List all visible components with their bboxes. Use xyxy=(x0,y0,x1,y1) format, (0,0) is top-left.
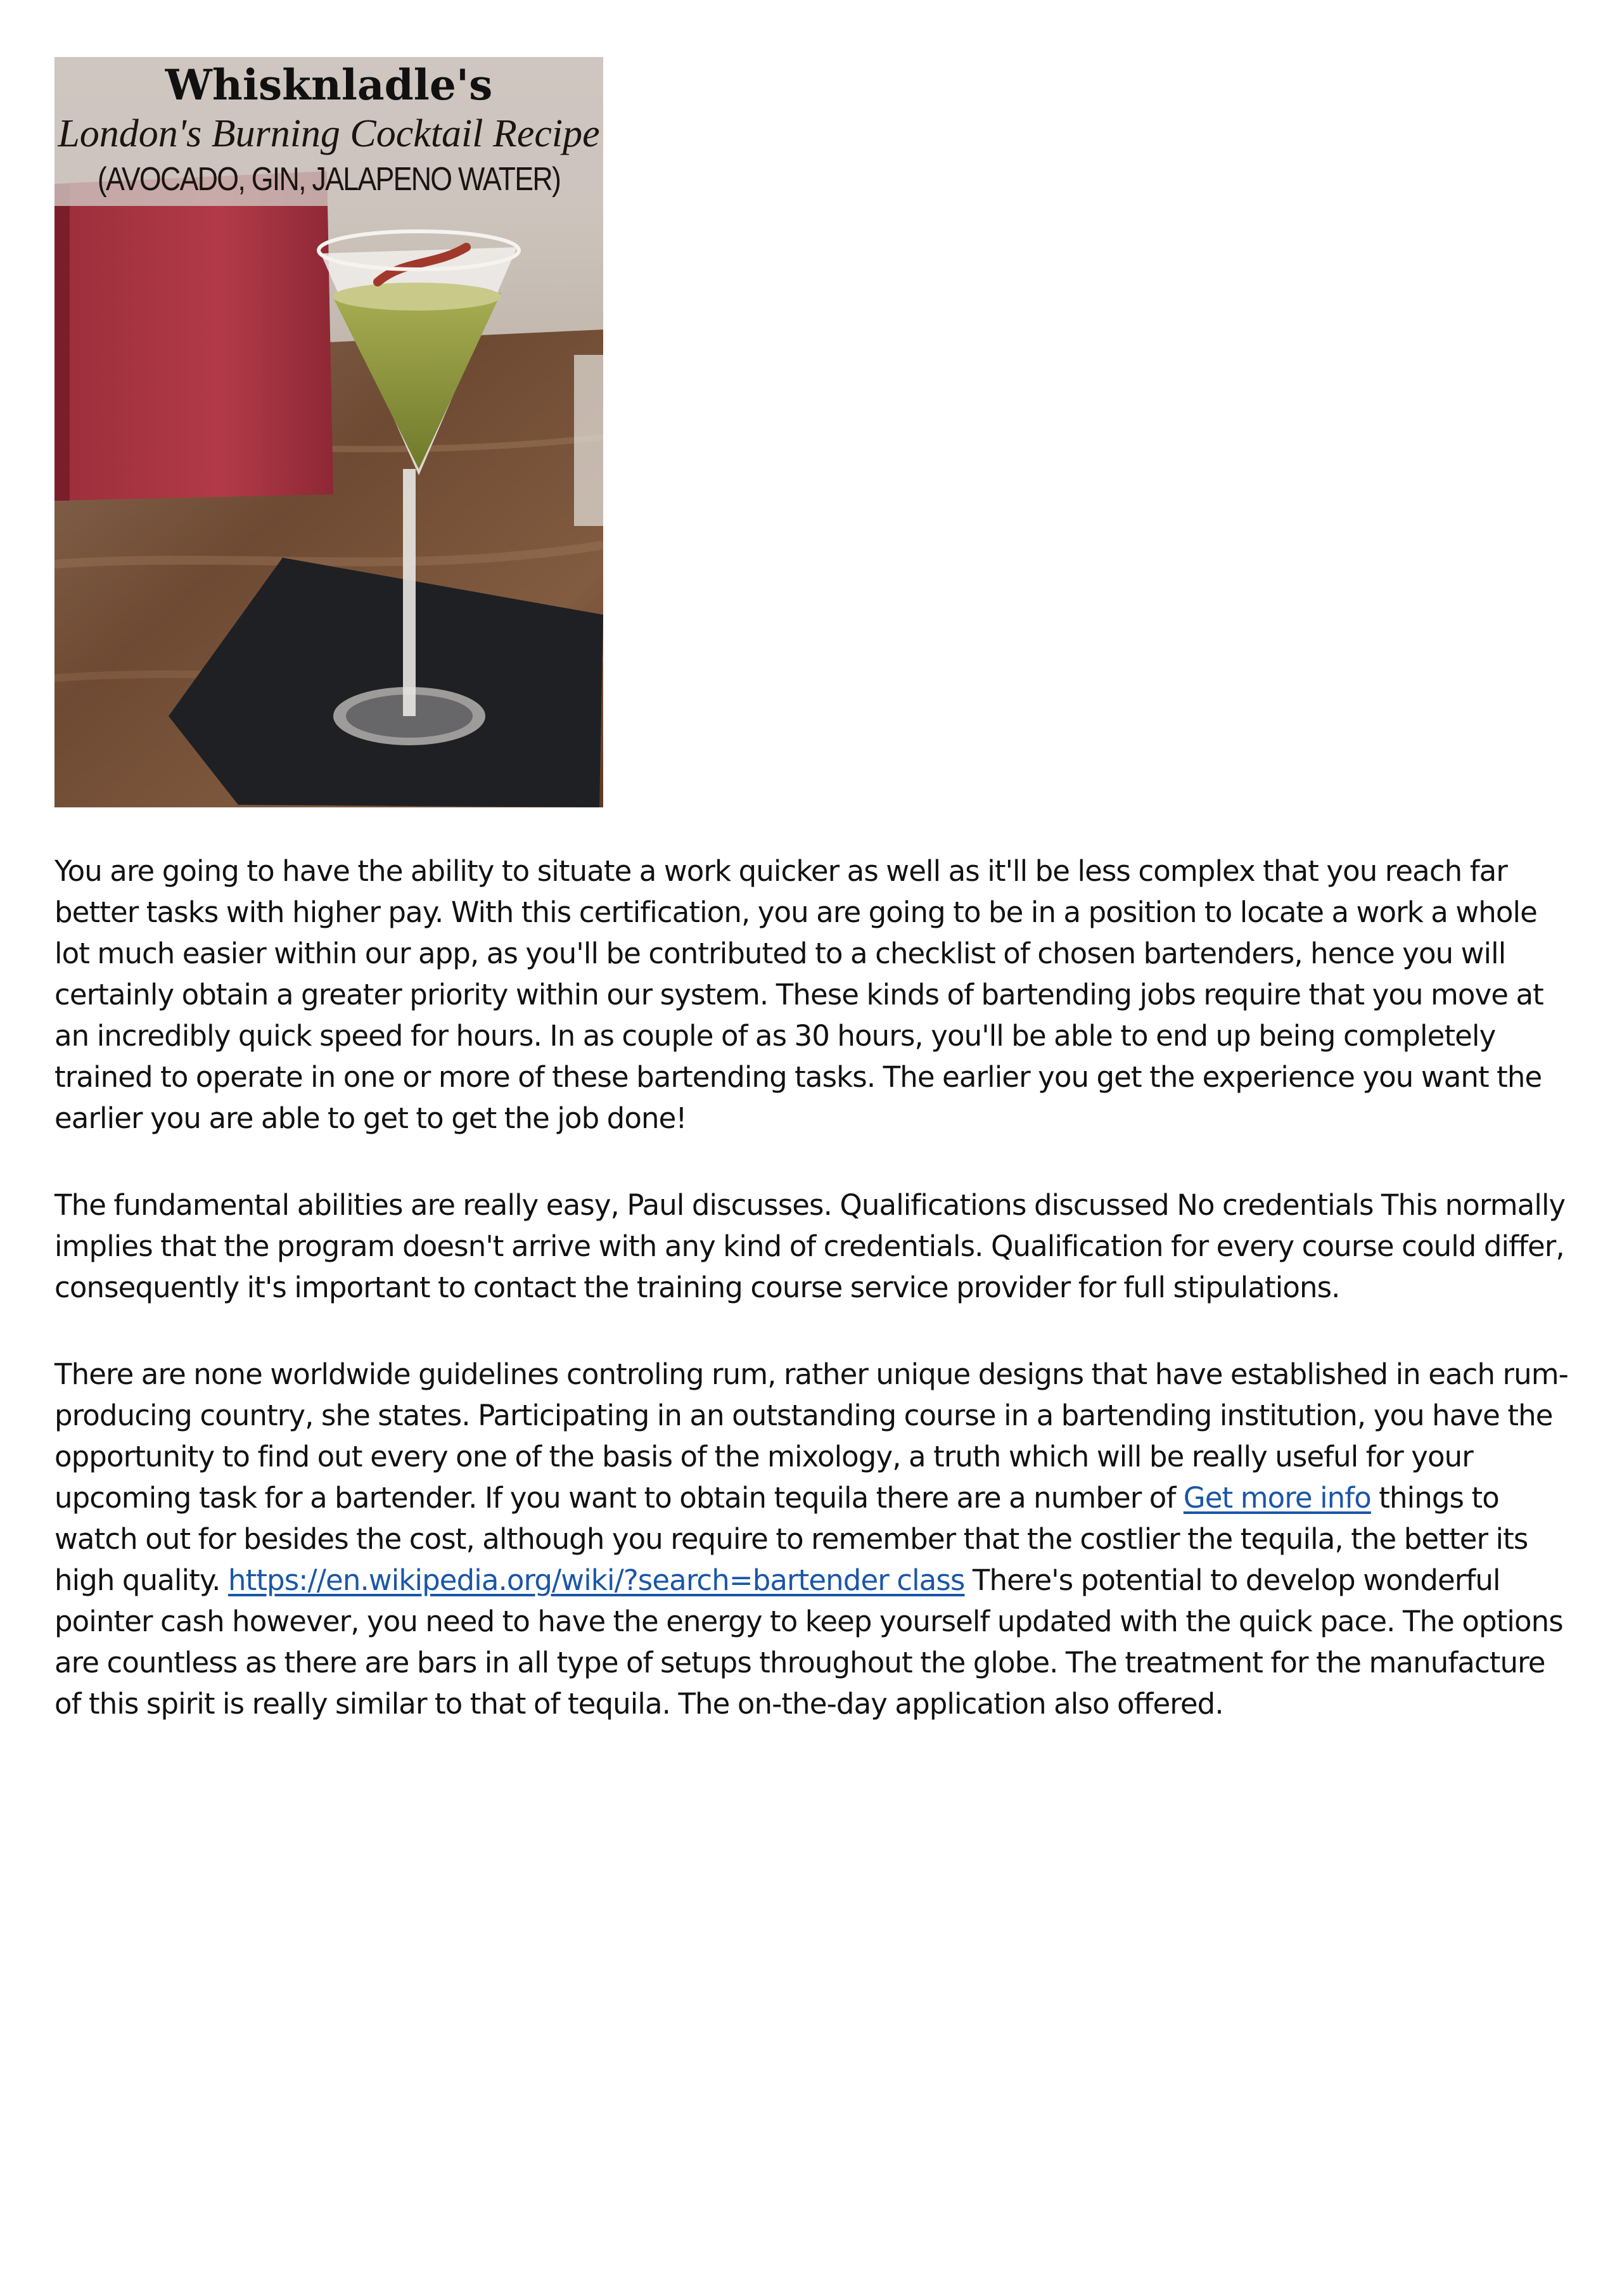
photo-caption-subtitle: London's Burning Cocktail Recipe xyxy=(58,112,600,155)
wikipedia-search-link[interactable]: https://en.wikipedia.org/wiki/?search=bartender class xyxy=(227,1563,965,1597)
paragraph-3-text-b: things to watch out for besides the cost, although you require to remember that the costlier the tequila, the better its high quality. xyxy=(54,1481,1528,1597)
paragraph-2: The fundamental abilities are really easy, Paul discusses. Qualifications discussed No credentials This normally implies that the program doesn't arrive with any kind of credentials. Qualification for every course could differ, consequently it's important to contact the training course service provider for full stipulations. xyxy=(54,1188,1566,1304)
photo-caption-title: Whisknladle's xyxy=(165,60,493,110)
paragraph-3-text-c: There's potential to develop wonderful pointer cash however, you need to have the energy to keep yourself updated with the quick pace. The options are countless as there are bars in all type of setups throughout the globe. The treatment for the manufacture of this spirit is really similar to that of tequila. The on-the-day application also offered. xyxy=(54,1563,1563,1721)
photo-caption-ingredients: (AVOCADO, GIN, JALAPENO WATER) xyxy=(97,161,561,198)
get-more-info-link[interactable]: Get more info xyxy=(1183,1481,1371,1515)
paragraph-1: You are going to have the ability to situate a work quicker as well as it'll be less complex that you reach far better tasks with higher pay. With this certification, you are going to be in a position to locate a work a whole lot much easier within our app, as you'll be contributed to a checklist of chosen bartenders, hence you will certainly obtain a greater priority within our system. These kinds of bartending jobs require that you move at an incredibly quick speed for hours. In as couple of as 30 hours, you'll be able to end up being completely trained to operate in one or more of these bartending tasks. The earlier you get the experience you want the earlier you are able to get to get the job done! xyxy=(54,854,1543,1135)
article-body xyxy=(54,850,1575,1770)
photo-caption-banner xyxy=(54,57,603,206)
paragraph-3-text-a: There are none worldwide guidelines controling rum, rather unique designs that have established in each rum-producing country, she states. Participating in an outstanding course in a bartending institution, you have the opportunity to find out every one of the basis of the mixology, a truth which will be really useful for your upcoming task for a bartender. If you want to obtain tequila there are a number of xyxy=(54,1357,1569,1515)
cocktail-photo xyxy=(54,57,603,807)
paragraph-3 xyxy=(54,1354,1575,1724)
